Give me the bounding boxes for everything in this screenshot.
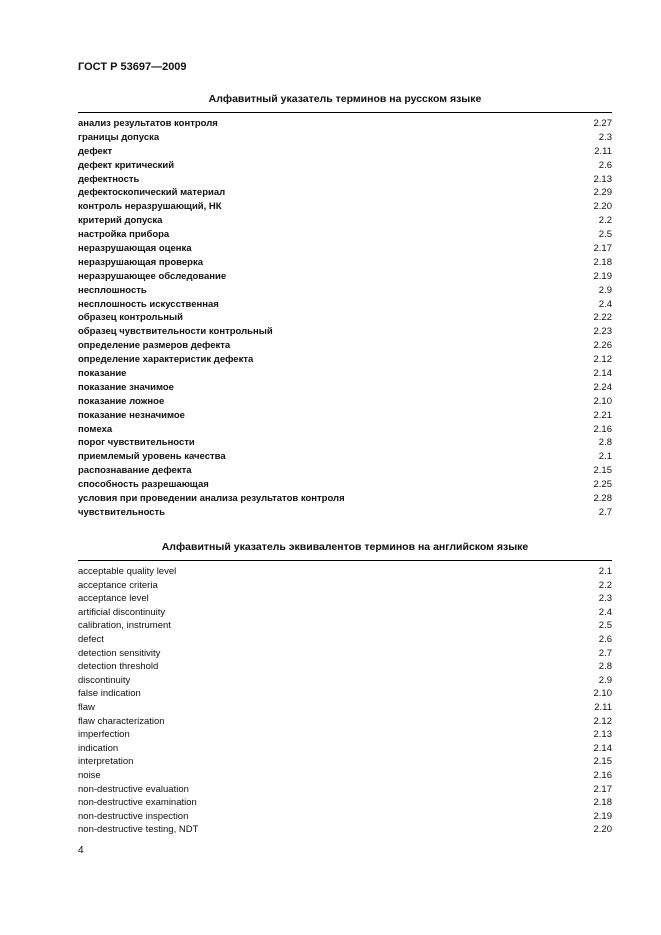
index-term: false indication (78, 688, 141, 700)
index-term: анализ результатов контроля (78, 118, 218, 129)
index-clause-number: 2.10 (593, 395, 612, 407)
index-clause-number: 2.14 (593, 742, 612, 754)
index-clause-number: 2.19 (593, 810, 612, 822)
index-entry (78, 436, 612, 450)
index-clause-number: 2.24 (593, 381, 612, 393)
index-clause-number: 2.3 (598, 131, 612, 143)
index-term: non-destructive evaluation (78, 783, 189, 795)
index-clause-number: 2.25 (593, 479, 612, 491)
index-entry (78, 298, 612, 312)
index-entry (78, 159, 612, 173)
index-entry (78, 796, 612, 810)
index-clause-number: 2.9 (598, 284, 612, 296)
index-entry (78, 339, 612, 353)
index-term: распознавание дефекта (78, 465, 192, 477)
index-term: defect (78, 633, 104, 645)
index-term: дефект (78, 145, 113, 157)
index-clause-number: 2.9 (598, 674, 612, 686)
index-entry (78, 450, 612, 464)
index-clause-number: 2.19 (593, 270, 612, 282)
index-term: дефектоскопический материал (78, 187, 226, 199)
index-term: дефектность (78, 173, 140, 185)
index-entry (78, 228, 612, 242)
index-entry (78, 701, 612, 715)
index-entry (78, 742, 612, 756)
index-clause-number: 2.7 (598, 506, 612, 518)
index-clause-number: 2.13 (593, 173, 612, 185)
index-clause-number: 2.7 (598, 647, 612, 659)
index-entry (78, 117, 612, 131)
index-term: interpretation (78, 756, 134, 768)
russian-index-rule (78, 112, 612, 113)
index-term: non-destructive examination (78, 797, 197, 809)
index-entry (78, 423, 612, 437)
index-term: определение характеристик дефекта (78, 354, 254, 366)
index-entry (78, 565, 612, 579)
index-entry (78, 409, 612, 423)
index-term: detection sensitivity (78, 647, 161, 659)
russian-index-section (78, 92, 612, 520)
index-term: artificial discontinuity (78, 606, 166, 618)
index-term: неразрушающая оценка (78, 243, 192, 255)
index-entry (78, 633, 612, 647)
index-entry (78, 256, 612, 270)
russian-index-title: Алфавитный указатель терминов на русском языке (208, 93, 482, 105)
index-entry (78, 728, 612, 742)
index-clause-number: 2.10 (593, 688, 612, 700)
index-term: indication (78, 742, 119, 754)
index-clause-number: 2.16 (593, 423, 612, 435)
index-entry (78, 783, 612, 797)
index-entry (78, 186, 612, 200)
index-term: acceptance level (78, 593, 149, 605)
index-term: несплошность (78, 284, 147, 296)
index-entry (78, 647, 612, 661)
index-entry (78, 619, 612, 633)
index-entry (78, 214, 612, 228)
index-term: imperfection (78, 729, 130, 741)
index-clause-number: 2.2 (598, 579, 612, 591)
index-clause-number: 2.26 (593, 340, 612, 352)
index-clause-number: 2.17 (593, 783, 612, 795)
index-clause-number: 2.4 (598, 606, 612, 618)
index-term: образец контрольный (78, 312, 183, 324)
index-clause-number: 2.11 (594, 701, 612, 713)
index-term: показание ложное (78, 395, 165, 407)
index-clause-number: 2.15 (593, 465, 612, 477)
index-entry (78, 242, 612, 256)
index-entry (78, 270, 612, 284)
index-clause-number: 2.18 (593, 256, 612, 268)
index-entry (78, 592, 612, 606)
index-term: acceptable quality level (78, 566, 177, 577)
index-term: показание значимое (78, 381, 174, 393)
index-term: чувствительность (78, 506, 166, 518)
index-entry (78, 284, 612, 298)
index-clause-number: 2.4 (598, 298, 612, 310)
index-term: неразрушающее обследование (78, 270, 227, 282)
index-term: calibration, instrument (78, 620, 171, 632)
index-clause-number: 2.3 (598, 593, 612, 605)
page-number: 4 (78, 845, 84, 856)
index-term: flaw characterization (78, 715, 165, 727)
index-clause-number: 2.15 (593, 756, 612, 768)
index-entry (78, 325, 612, 339)
index-term: приемлемый уровень качества (78, 451, 226, 463)
index-entry (78, 755, 612, 769)
index-clause-number: 2.2 (598, 215, 612, 227)
index-entry (78, 200, 612, 214)
index-clause-number: 2.5 (598, 620, 612, 632)
index-term: определение размеров дефекта (78, 340, 231, 352)
index-term: detection threshold (78, 661, 159, 673)
index-entry (78, 311, 612, 325)
document-header: ГОСТ Р 53697—2009 (78, 61, 187, 73)
english-index-section (78, 540, 612, 837)
index-clause-number: 2.20 (593, 201, 612, 213)
index-entry (78, 823, 612, 837)
index-term: показание незначимое (78, 409, 185, 421)
index-clause-number: 2.28 (593, 493, 612, 505)
index-term: показание (78, 368, 127, 380)
index-entry (78, 674, 612, 688)
index-clause-number: 2.1 (598, 451, 612, 463)
index-term: acceptance criteria (78, 579, 158, 591)
index-clause-number: 2.16 (593, 769, 612, 781)
index-entry (78, 687, 612, 701)
index-entry (78, 769, 612, 783)
index-term: способность разрешающая (78, 479, 209, 491)
index-clause-number: 2.12 (593, 715, 612, 727)
index-term: порог чувствительности (78, 437, 195, 449)
index-clause-number: 2.8 (598, 437, 612, 449)
index-term: помеха (78, 423, 113, 435)
english-index-rule (78, 560, 612, 561)
index-entry (78, 353, 612, 367)
index-clause-number: 2.6 (598, 633, 612, 645)
index-term: контроль неразрушающий, НК (78, 201, 222, 213)
index-clause-number: 2.17 (593, 243, 612, 255)
index-entry (78, 715, 612, 729)
russian-index-list (78, 117, 612, 520)
english-index-title: Алфавитный указатель эквивалентов терминов на английском языке (161, 541, 529, 553)
index-term: неразрушающая проверка (78, 256, 204, 268)
index-clause-number: 2.1 (598, 566, 612, 577)
index-term: настройка прибора (78, 229, 170, 241)
index-term: non-destructive inspection (78, 810, 189, 822)
index-clause-number: 2.14 (593, 368, 612, 380)
index-entry (78, 381, 612, 395)
index-clause-number: 2.8 (598, 661, 612, 673)
index-term: образец чувствительности контрольный (78, 326, 273, 338)
index-clause-number: 2.20 (593, 824, 612, 836)
index-entry (78, 492, 612, 506)
index-clause-number: 2.5 (598, 229, 612, 241)
index-entry (78, 579, 612, 593)
index-entry (78, 145, 612, 159)
index-clause-number: 2.21 (593, 409, 612, 421)
index-entry (78, 660, 612, 674)
index-entry (78, 810, 612, 824)
english-index-list (78, 565, 612, 837)
index-entry (78, 173, 612, 187)
index-entry (78, 131, 612, 145)
index-clause-number: 2.23 (593, 326, 612, 338)
index-entry (78, 395, 612, 409)
index-term: discontinuity (78, 674, 131, 686)
index-clause-number: 2.27 (593, 118, 612, 129)
index-clause-number: 2.29 (593, 187, 612, 199)
index-clause-number: 2.18 (593, 797, 612, 809)
index-clause-number: 2.12 (593, 354, 612, 366)
index-term: дефект критический (78, 159, 175, 171)
index-term: non-destructive testing, NDT (78, 824, 199, 836)
index-clause-number: 2.6 (598, 159, 612, 171)
index-entry (78, 464, 612, 478)
index-term: flaw (78, 701, 95, 713)
index-entry (78, 506, 612, 520)
index-term: условия при проведении анализа результатов контроля (78, 493, 345, 505)
index-entry (78, 367, 612, 381)
index-entry (78, 606, 612, 620)
index-term: критерий допуска (78, 215, 163, 227)
index-clause-number: 2.13 (593, 729, 612, 741)
index-term: несплошность искусственная (78, 298, 219, 310)
index-term: noise (78, 769, 101, 781)
index-entry (78, 478, 612, 492)
index-clause-number: 2.22 (593, 312, 612, 324)
index-clause-number: 2.11 (594, 145, 612, 157)
index-term: границы допуска (78, 131, 160, 143)
